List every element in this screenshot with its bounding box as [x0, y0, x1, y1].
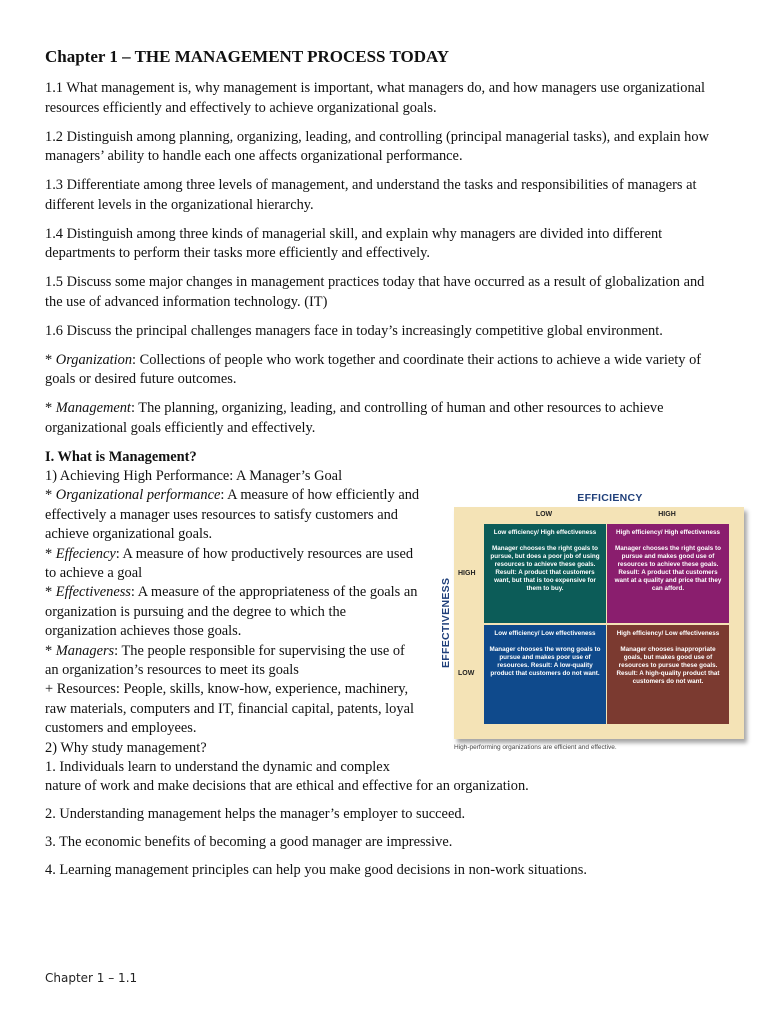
definition-organizational-performance-text: : A measure of how efficiently and effectively a manager uses resources to satisfy customers and achieve organizational goals.	[45, 487, 420, 543]
chapter-title: Chapter 1 – THE MANAGEMENT PROCESS TODAY	[45, 47, 449, 66]
term-organizational-performance: Organizational performance	[55, 487, 221, 504]
row-label-low: LOW	[458, 670, 475, 677]
quadrant-body: Manager chooses the right goals to pursue, but does a poor job of using resources to achieve these goals. Result: A product that customers want, but that is too expensive for them to buy.	[490, 545, 600, 592]
term-organization: Organization	[55, 351, 133, 368]
quadrant-heading: High efficiency/ High effectiveness	[616, 529, 720, 536]
document-page	[45, 46, 725, 889]
row-label-high: HIGH	[458, 570, 476, 577]
definition-managers-text: : The people responsible for supervising the use of an organization’s resources to meet its goals	[45, 642, 405, 678]
quadrant-heading: Low efficiency/ Low effectiveness	[494, 630, 596, 637]
definition-management: * Management: The planning, organizing, leading, and controlling of human and other resources to achieve organizational goals efficiently and effectively.	[45, 400, 664, 436]
objective-1-2: 1.2 Distinguish among planning, organizing, leading, and controlling (principal managerial tasks), and explain how managers’ ability to handle each one affects organizational performance.	[45, 128, 709, 164]
definition-efficiency: * Effeciency: A measure of how productively resources are used to achieve a goal	[45, 545, 414, 581]
objective-1-6: 1.6 Discuss the principal challenges managers face in today’s increasingly competitive global environment.	[45, 322, 663, 339]
term-efficiency: Effeciency	[55, 545, 116, 562]
objective-1-1: 1.1 What management is, why management is important, what managers do, and how managers use organizational resources efficiently and effectively to achieve organizational goals.	[45, 80, 706, 116]
reason-3: 3. The economic benefits of becoming a good manager are impressive.	[45, 834, 453, 851]
definition-organization: * Organization: Collections of people who work together and coordinate their actions to achieve a wide variety of goals or desired future outcomes.	[45, 351, 702, 387]
quadrant-heading: High efficiency/ Low effectiveness	[616, 630, 720, 637]
definition-efficiency-text: : A measure of how productively resources are used to achieve a goal	[45, 545, 414, 581]
quadrant-high-eff-high-effect	[607, 524, 729, 623]
objective-1-4: 1.4 Distinguish among three kinds of managerial skill, and explain why managers are divided into different departments to perform their tasks more efficiently and effectively.	[45, 225, 663, 261]
definition-organization-text: : Collections of people who work together and coordinate their actions to achieve a wide variety of goals or desired future outcomes.	[45, 351, 702, 387]
definition-effectiveness-text: : A measure of the appropriateness of the goals an organization is pursuing and the degree to which the organization achieves those goals.	[45, 584, 418, 640]
definition-organizational-performance: * Organizational performance: A measure of how efficiently and effectively a manager uses resources to satisfy customers and achieve organizational goals.	[45, 487, 420, 543]
subsection-why-study: 2) Why study management?	[45, 739, 207, 756]
quadrant-low-eff-high-effect	[484, 524, 606, 623]
term-effectiveness: Effectiveness	[55, 584, 131, 601]
column-label-high: HIGH	[658, 511, 676, 518]
quadrant-low-eff-low-effect	[484, 625, 606, 724]
resources-list: + Resources: People, skills, know-how, experience, machinery, raw materials, computers and IT, financial capital, patents, loyal customers and employees.	[45, 681, 414, 737]
reason-1-start: 1. Individuals learn to understand the dynamic and complex	[45, 759, 390, 775]
definition-management-text: : The planning, organizing, leading, and controlling of human and other resources to achieve organizational goals efficiently and effectively.	[45, 400, 664, 436]
reason-1-end: nature of work and make decisions that are ethical and effective for an organization.	[45, 778, 529, 795]
quadrant-body: Manager chooses inappropriate goals, but makes good use of resources to pursue these goals. Result: A high-quality product that customers do not want.	[616, 646, 720, 685]
definition-managers: * Managers: The people responsible for supervising the use of an organization’s resources to meet its goals	[45, 642, 405, 678]
section-title: I. What is Management?	[45, 448, 197, 465]
objective-1-3: 1.3 Differentiate among three levels of management, and understand the tasks and responsibilities of managers at different levels in the organizational hierarchy.	[45, 177, 697, 213]
column-label-low: LOW	[535, 511, 553, 518]
page-footer: Chapter 1 – 1.1	[45, 971, 138, 985]
figure-caption: High-performing organizations are efficient and effective.	[454, 744, 617, 751]
reason-2: 2. Understanding management helps the manager’s employer to succeed.	[45, 806, 466, 823]
efficiency-effectiveness-matrix	[410, 488, 750, 758]
subsection-high-performance: 1) Achieving High Performance: A Manager’s Goal	[45, 467, 343, 484]
term-managers: Managers	[55, 642, 115, 659]
definition-effectiveness: * Effectiveness: A measure of the appropriateness of the goals an organization is pursuing and the degree to which the organization achieves those goals.	[45, 584, 418, 640]
quadrant-body: Manager chooses the wrong goals to pursue and makes poor use of resources. Result: A low-quality product that customers do not want.	[489, 646, 601, 677]
x-axis-title: EFFICIENCY	[577, 492, 643, 504]
quadrant-heading: Low efficiency/ High effectiveness	[493, 529, 597, 536]
quadrant-high-eff-low-effect	[607, 625, 729, 724]
reason-4: 4. Learning management principles can help you make good decisions in non-work situations.	[45, 862, 587, 879]
objective-1-5: 1.5 Discuss some major changes in management practices today that have occurred as a result of globalization and the use of advanced information technology. (IT)	[45, 274, 705, 310]
quadrant-body: Manager chooses the right goals to pursue and makes good use of resources to achieve these goals. Result: A product that customers want at a quality and price that they can afford.	[614, 545, 722, 592]
term-management: Management	[55, 400, 131, 416]
y-axis-title: EFFECTIVENESS	[440, 577, 452, 668]
